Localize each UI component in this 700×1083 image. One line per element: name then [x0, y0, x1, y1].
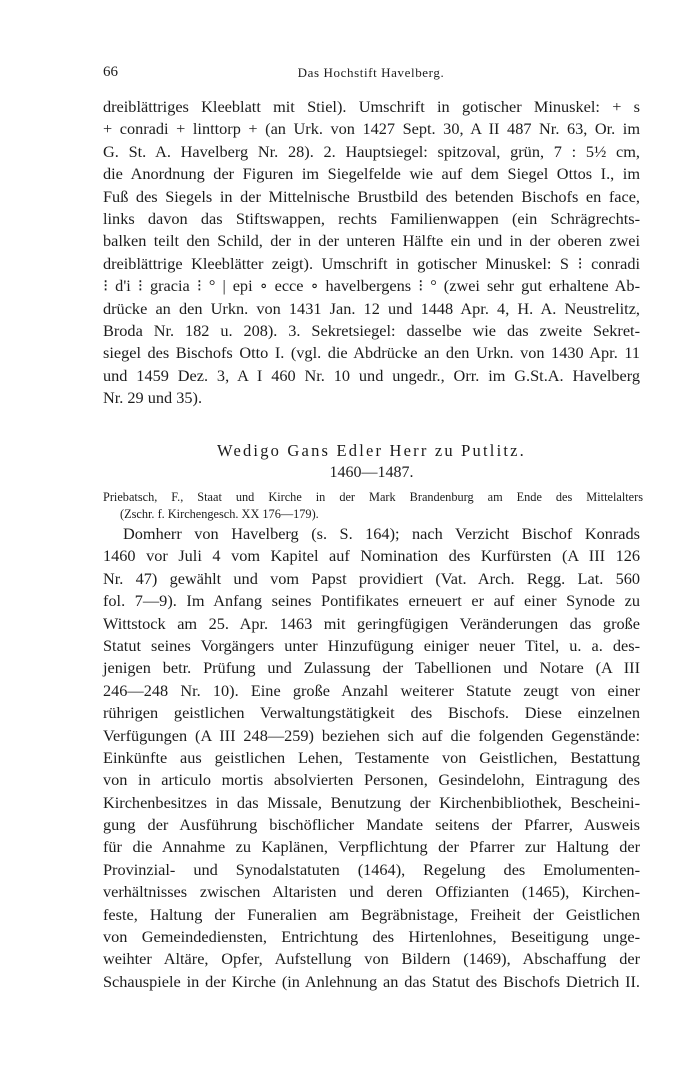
paragraph-seals: [103, 96, 640, 409]
text-line: + conradi + linttorp + (an Urk. von 1427 Sept. 30, A II 487 Nr. 63, Or. im: [103, 119, 640, 139]
running-title: Das Hochstift Havelberg.: [297, 65, 445, 80]
text-line: Nr. 29 und 35).: [103, 388, 203, 408]
text-line: siegel des Bischofs Otto I. (vgl. die Abdrücke an den Urkn. von 1430 Apr. 11: [103, 343, 640, 363]
text-line: verhältnisses zwischen Altaristen und deren Offizianten (1465), Kirchen-: [103, 882, 640, 902]
text-line: links davon das Stiftswappen, rechts Familienwappen (ein Schrägrechts-: [103, 208, 640, 228]
text-line: balken teilt den Schild, der in der unteren Hälfte ein und in der oberen zwei: [103, 231, 640, 251]
text-line: Nr. 47) gewählt und vom Papst providiert (Vat. Arch. Regg. Lat. 560: [103, 568, 640, 588]
text-line: Schauspiele in der Kirche (in Anlehnung an das Statut des Bischofs Dietrich II.: [103, 971, 640, 991]
text-line: 1460 vor Juli 4 vom Kapitel auf Nomination des Kurfürsten (A III 126: [103, 546, 640, 566]
text-line: Kirchenbesitzes in das Missale, Benutzung der Kirchenbibliothek, Bescheini-: [103, 792, 640, 812]
text-line: jenigen betr. Prüfung und Zulassung der Tabellionen und Notare (A III: [103, 658, 640, 678]
section-dates: 1460—1487.: [329, 464, 414, 481]
text-line: weihter Altäre, Opfer, Aufstellung von Bildern (1469), Abschaffung der: [103, 949, 640, 969]
text-line: für die Annahme zu Kaplänen, Verpflichtung der Pfarrer zur Haltung der: [103, 837, 640, 857]
bibliography-note: [103, 489, 643, 523]
text-line: Einkünfte aus geistlichen Lehen, Testamente von Geistlichen, Bestattung: [103, 747, 640, 767]
text-line: fol. 7—9). Im Anfang seines Pontifikates erneuert er auf einer Synode zu: [103, 591, 640, 611]
text-line: Verfügungen (A III 248—259) beziehen sich auf die folgenden Gegenstände:: [103, 725, 640, 745]
text-line: Wittstock am 25. Apr. 1463 mit geringfügigen Veränderungen das große: [103, 613, 640, 633]
text-line: gung der Ausführung bischöflicher Mandate seitens der Pfarrer, Ausweis: [103, 815, 640, 835]
text-line: drücke an den Urkn. von 1431 Jan. 12 und 1448 Apr. 4, H. A. Neustrelitz,: [103, 298, 640, 318]
text-line: Broda Nr. 182 u. 208). 3. Sekretsiegel: dasselbe wie das zweite Sekret-: [103, 320, 640, 340]
text-line: Statut seines Vorgängers unter Hinzufügung einiger neuer Titel, u. a. des-: [103, 635, 640, 655]
text-line: Provinzial- und Synodalstatuten (1464), Regelung des Emolumenten-: [103, 859, 640, 879]
text-line: feste, Haltung der Funeralien am Begräbnistage, Freiheit der Geistlichen: [103, 904, 640, 924]
text-line: rührigen geistlichen Verwaltungstätigkeit des Bischofs. Diese einzelnen: [103, 703, 640, 723]
paragraph-biography: [103, 523, 640, 993]
page-header: [103, 64, 639, 84]
text-line: 246—248 Nr. 10). Eine große Anzahl weiterer Statute zeugt von einer: [103, 680, 640, 700]
text-line: und 1459 Dez. 3, A I 460 Nr. 10 und ungedr., Orr. im G.St.A. Havelberg: [103, 365, 640, 385]
text-line: Fuß des Siegels in der Mittelnische Brustbild des betenden Bischofs en face,: [103, 186, 640, 206]
text-line: die Anordnung der Figuren im Siegelfelde wie auf dem Siegel Ottos I., im: [103, 164, 640, 184]
bibliography-line: Priebatsch, F., Staat und Kirche in der Mark Brandenburg am Ende des Mittelalters: [103, 490, 643, 504]
text-line: G. St. A. Havelberg Nr. 28). 2. Hauptsiegel: spitzoval, grün, 7 : 5½ cm,: [103, 141, 640, 161]
text-line: ⁝ d'i ⁝ gracia ⁝ ° | epi ∘ ecce ∘ havelbergens ⁝ ° (zwei sehr gut erhaltene Ab-: [103, 276, 640, 296]
text-line: dreiblättriges Kleeblatt mit Stiel). Umschrift in gotischer Minuskel: + s: [103, 97, 640, 116]
bibliography-line: (Zschr. f. Kirchengesch. XX 176—179).: [120, 507, 319, 521]
text-line: dreiblättrige Kleeblätter zeigt). Umschrift in gotischer Minuskel: S ⁝ conradi: [103, 253, 640, 273]
section-heading: Wedigo Gans Edler Herr zu Putlitz.: [217, 441, 526, 460]
text-line: von Gemeindediensten, Entrichtung des Hirtenlohnes, Beseitigung unge-: [103, 927, 640, 947]
page-number: 66: [103, 64, 118, 80]
text-line: von in articulo mortis absolvierten Personen, Gesindelohn, Eintragung des: [103, 770, 640, 790]
text-line: Domherr von Havelberg (s. S. 164); nach Verzicht Bischof Konrads: [123, 524, 640, 543]
